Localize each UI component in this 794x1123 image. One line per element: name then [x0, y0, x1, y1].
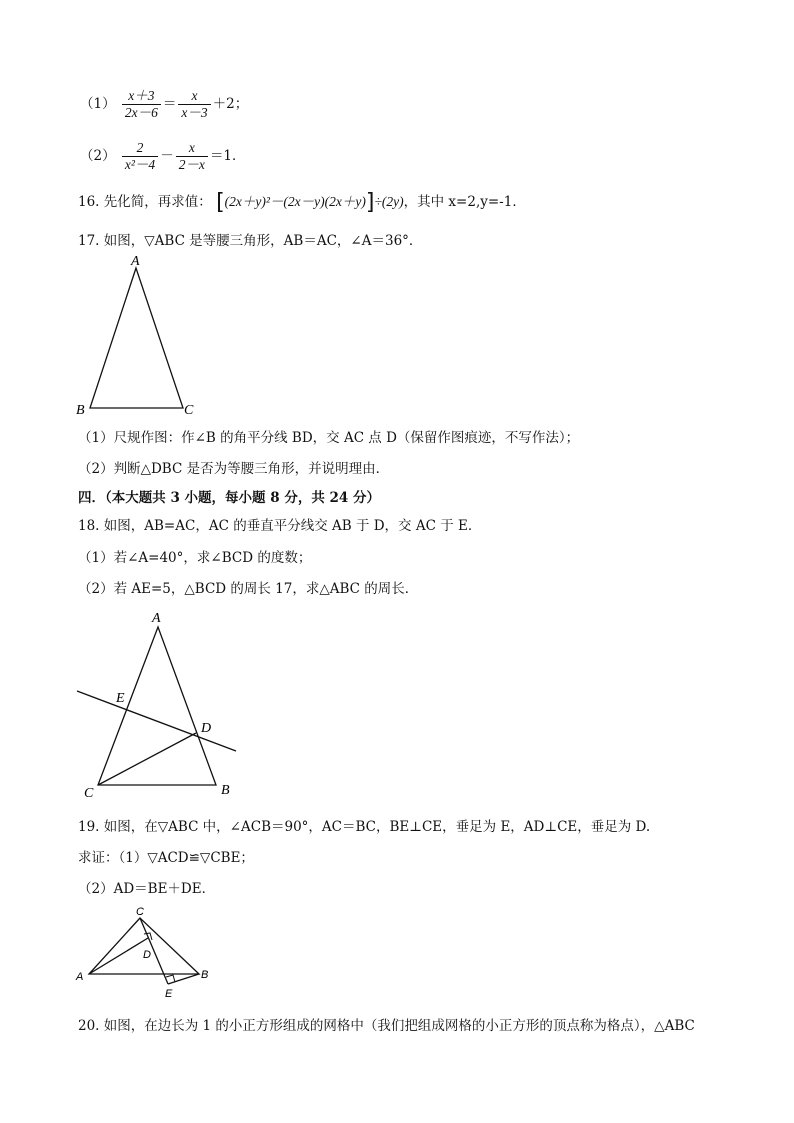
q17-label-c: C — [184, 403, 194, 418]
q17-label-b: B — [76, 403, 85, 418]
q16-prefix: 16. 先化简，再求值： — [78, 194, 212, 210]
second-denominator: 2－x — [178, 157, 205, 172]
equation-2 — [80, 140, 246, 173]
q16-divisor: ÷(2y) — [374, 194, 404, 209]
right-bracket: ] — [365, 190, 375, 215]
q18-triangle-figure — [70, 605, 250, 805]
q18-stem: 18. 如图，AB=AC，AC 的垂直平分线交 AB 于 D，交 AC 于 E． — [78, 518, 482, 534]
q19-part-1: 求证：（1）▽ACD≌▽CBE； — [78, 850, 254, 866]
equation-2-label: （2） — [80, 148, 116, 164]
q20-stem: 20. 如图，在边长为 1 的小正方形组成的网格中（我们把组成网格的小正方形的顶点称为格点），△ABC — [78, 1018, 695, 1034]
equation-1-lhs-fraction — [122, 88, 161, 121]
q19-label-b: B — [201, 969, 209, 981]
q19-part-2: （2）AD＝BE＋DE． — [78, 881, 216, 897]
q18-label-e: E — [116, 691, 125, 706]
equation-2-tail: ＝1． — [209, 148, 246, 164]
rhs-numerator: x — [178, 88, 210, 105]
segment-ad — [89, 938, 148, 974]
q17-stem: 17. 如图，▽ABC 是等腰三角形，AB＝AC，∠A＝36°． — [78, 233, 423, 249]
equation-1 — [80, 88, 248, 121]
equation-2-second-fraction — [176, 140, 208, 173]
q16-suffix: ，其中 x=2,y=-1． — [403, 194, 526, 210]
triangle-abc — [90, 268, 183, 408]
equation-1-label: （1） — [80, 96, 116, 112]
q16-expression: (2x＋y)²－(2x－y)(2x＋y) — [224, 194, 366, 209]
segment-cd — [98, 733, 196, 785]
q17-part-2: （2）判断△DBC 是否为等腰三角形，并说明理由． — [78, 461, 390, 477]
q17-label-a: A — [131, 254, 140, 269]
equation-1-tail: ＋2； — [212, 96, 249, 112]
q19-label-e: E — [165, 988, 173, 1000]
q18-part-2: （2）若 AE=5，△BCD 的周长 17，求△ABC 的周长． — [78, 581, 419, 597]
q19-stem: 19. 如图，在▽ABC 中，∠ACB＝90°，AC＝BC，BE⊥CE，垂足为 E，AD⊥CE，垂足为 D. — [78, 819, 651, 835]
minus-sign: － — [160, 148, 174, 164]
q19-label-c: C — [136, 906, 144, 918]
equation-1-rhs-fraction — [178, 88, 210, 121]
question-16 — [78, 190, 526, 215]
q19-label-d: D — [143, 949, 151, 961]
q18-label-b: B — [221, 783, 230, 798]
lhs-numerator: x＋3 — [122, 88, 161, 105]
q19-triangle-figure — [68, 900, 218, 1002]
left-bracket: [ — [216, 190, 225, 215]
q18-part-1: （1）若∠A=40°，求∠BCD 的度数； — [78, 550, 312, 566]
lhs-denominator: 2x－6 — [124, 105, 158, 120]
q17-triangle-figure — [70, 250, 210, 420]
first-denominator: x²－4 — [124, 157, 156, 172]
rhs-denominator: x－3 — [181, 105, 208, 120]
perpendicular-bisector-line — [77, 691, 236, 751]
q18-label-a: A — [152, 611, 161, 626]
section-4-heading: 四．（本大题共 3 小题，每小题 8 分，共 24 分） — [78, 490, 381, 506]
equals-sign: ＝ — [162, 96, 177, 112]
q17-part-1: （1）尺规作图：作∠B 的角平分线 BD，交 AC 点 D（保留作图痕迹，不写作法）； — [78, 430, 580, 446]
q18-label-c: C — [84, 786, 94, 801]
q19-label-a: A — [76, 971, 84, 983]
first-numerator: 2 — [122, 140, 158, 157]
q18-label-d: D — [201, 721, 212, 736]
equation-2-first-fraction — [122, 140, 158, 173]
second-numerator: x — [176, 140, 208, 157]
